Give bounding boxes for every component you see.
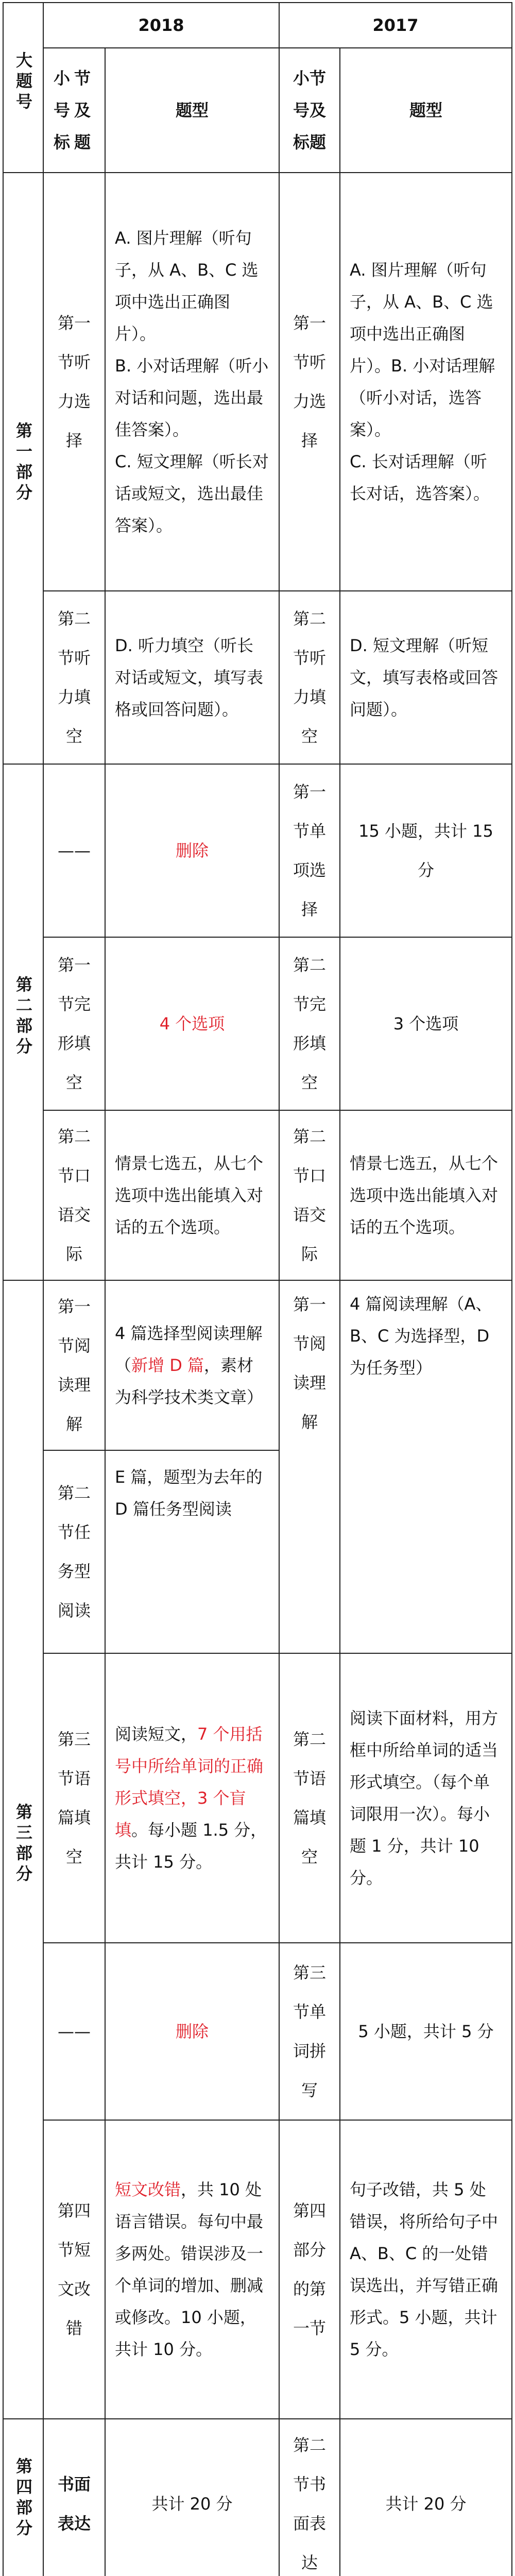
type-2017-listening-choice [340,173,512,591]
type-2018-reading-pre: 4 篇选择型阅读理解（ [115,1324,263,1375]
part-3-text: 第三部分 [13,1803,33,1886]
type-2018-line-a: A. 图片理解（听句子，从 A、B、C 选项中选出正确图片）。 [115,228,259,344]
sec-2017-reading [279,1280,340,1653]
header-year-2017: 2017 [279,3,512,48]
sec-2018-oral [43,1110,105,1280]
sec-2017-cloze [279,937,340,1110]
header-row-columns [3,48,512,173]
sec-2018-listening-choice-text: 第一节听力选择 [57,313,91,450]
row-spelling [3,1943,512,2120]
type-2018-reading-post: ，素材为科学技术类文章） [115,1355,264,1407]
sec-2018-listening-choice [43,173,105,591]
sec-2017-single-choice-text: 第一节单项选择 [293,782,326,919]
row-cloze [3,937,512,1110]
type-2018-error-correction-red: 短文改错 [115,2180,181,2199]
header-major-text: 大题号 [13,52,33,113]
sec-2017-listening-fill [279,591,340,764]
sec-2018-single-choice: —— [43,764,105,937]
type-2017-text-fill: 阅读下面材料，用方框中所给单词的适当形式填空。（每个单词限用一次）。每小题 1 分，共计 10 分。 [340,1653,512,1943]
sec-2017-text-fill-text: 第二节语篇填空 [293,1730,326,1867]
sec-2018-cloze-text: 第一节完形填空 [57,955,91,1092]
header-section-2017-text: 小节号及标题 [293,69,326,152]
sec-2018-reading-text: 第一节阅读理解 [57,1297,91,1434]
type-2017-single-choice-text: 15 小题，共计 15 分 [358,821,493,880]
type-2017-error-correction: 句子改错，共 5 处错误，将所给句子中 A、B、C 的一处错误选出，并写错正确形式。5 小题，共计 5 分。 [340,2120,512,2419]
type-2018-writing: 共计 20 分 [105,2419,279,2576]
header-type-2018: 题型 [105,48,279,173]
type-2018-text-fill-red: 7 个用括号中所给单词的正确形式填空，3 个盲填 [115,1724,264,1840]
row-oral [3,1110,512,1280]
sec-2017-oral [279,1110,340,1280]
comparison-table [3,2,512,2576]
type-2017-spelling: 5 小题，共计 5 分 [340,1943,512,2120]
sec-2017-cloze-text: 第二节完形填空 [293,955,326,1092]
type-2017-cloze: 3 个选项 [340,937,512,1110]
type-2018-listening-choice [105,173,279,591]
sec-2018-writing-text: 书面表达 [57,2475,91,2533]
sec-2018-spelling: —— [43,1943,105,2120]
type-2017-writing: 共计 20 分 [340,2419,512,2576]
type-2018-text-fill [105,1653,279,1943]
type-2018-oral: 情景七选五，从七个选项中选出能填入对话的五个选项。 [105,1110,279,1280]
part-4-text: 第四部分 [13,2458,33,2540]
sec-2018-reading [43,1280,105,1450]
sec-2017-writing-text: 第二节书面表达 [293,2435,326,2572]
sec-2018-text-fill-text: 第三节语篇填空 [57,1730,91,1867]
type-2018-cloze: 4 个选项 [105,937,279,1110]
sec-2018-task-reading [43,1450,105,1653]
part-2 [3,764,43,1280]
header-section-2017 [279,48,340,173]
sec-2017-text-fill [279,1653,340,1943]
type-2018-text-fill-pre: 阅读短文， [115,1724,198,1744]
part-4 [3,2419,43,2576]
type-2017-oral: 情景七选五，从七个选项中选出能填入对话的五个选项。 [340,1110,512,1280]
sec-2017-single-choice [279,764,340,937]
type-2017-listening-fill: D. 短文理解（听短文，填写表格或回答问题）。 [340,591,512,764]
sec-2018-oral-text: 第二节口语交际 [57,1127,91,1264]
header-year-2018: 2018 [43,3,279,48]
type-2018-listening-fill: D. 听力填空（听长对话或短文，填写表格或回答问题）。 [105,591,279,764]
type-2018-text-fill-post: 。每小题 1.5 分，共计 15 分。 [115,1820,267,1872]
type-2018-task-reading: E 篇，题型为去年的 D 篇任务型阅读 [105,1450,279,1653]
sec-2017-error-correction [279,2120,340,2419]
sec-2018-listening-fill [43,591,105,764]
sec-2017-error-correction-text: 第四部分的第一节 [293,2201,326,2338]
type-2017-reading: 4 篇阅读理解（A、B、C 为选择型，D 为任务型） [340,1280,512,1653]
type-2018-error-correction-post: ，共 10 处语言错误。每句中最多两处。错误涉及一个单词的增加、删减或修改。10 小题，共计 10 分。 [115,2180,264,2359]
header-section-2018-text: 小节号及标题 [53,69,95,152]
type-2017-single-choice [340,764,512,937]
type-2018-line-b: B. 小对话理解（听小对话和问题，选出最佳答案）。 [115,356,269,439]
part-1 [3,173,43,764]
sec-2017-writing [279,2419,340,2576]
sec-2018-error-correction [43,2120,105,2419]
row-text-fill [3,1653,512,1943]
sec-2017-listening-choice [279,173,340,591]
sec-2017-oral-text: 第二节口语交际 [293,1127,326,1264]
type-2018-error-correction [105,2120,279,2419]
sec-2018-task-reading-text: 第二节任务型阅读 [57,1483,91,1620]
sec-2017-reading-text: 第一节阅读理解 [293,1295,326,1432]
type-2017-line-ab: A. 图片理解（听句子，从 A、B、C 选项中选出正确图片）。B. 小对话理解（听小对话，选答案）。 [350,260,495,439]
type-2018-line-c: C. 短文理解（听长对话或短文，选出最佳答案）。 [115,452,269,535]
sec-2017-spelling [279,1943,340,2120]
row-single-choice [3,764,512,937]
header-row-years [3,3,512,48]
sec-2017-listening-fill-text: 第二节听力填空 [293,609,326,746]
type-2018-reading [105,1280,279,1450]
sec-2018-error-correction-text: 第四节短文改错 [57,2201,91,2338]
header-type-2017: 题型 [340,48,512,173]
sec-2017-spelling-text: 第三节单词拼写 [293,1963,326,2100]
sec-2018-text-fill [43,1653,105,1943]
type-2018-single-choice-deleted: 删除 [105,764,279,937]
row-writing [3,2419,512,2576]
row-listening-fill [3,591,512,764]
type-2018-reading-new: 新增 D 篇 [131,1355,204,1375]
sec-2017-listening-choice-text: 第一节听力选择 [293,313,326,450]
part-3 [3,1280,43,2419]
part-1-text: 第一部分 [13,422,33,504]
header-major [3,3,43,173]
sec-2018-listening-fill-text: 第二节听力填空 [57,609,91,746]
type-2018-spelling-deleted: 删除 [105,1943,279,2120]
sec-2018-writing [43,2419,105,2576]
part-2-text: 第二部分 [13,976,33,1058]
row-reading [3,1280,512,1450]
type-2017-line-c: C. 长对话理解（听长对话，选答案）。 [350,452,490,503]
row-error-correction [3,2120,512,2419]
sec-2018-cloze [43,937,105,1110]
row-listening-choice [3,173,512,591]
header-section-2018 [43,48,105,173]
